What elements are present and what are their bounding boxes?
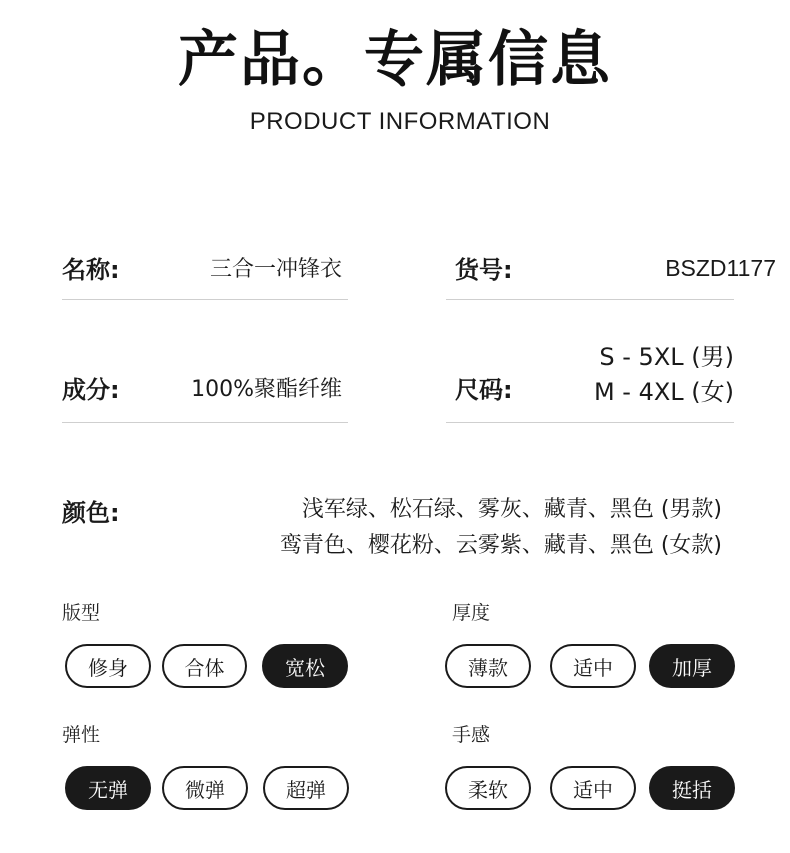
item-no-value: BSZD1177 xyxy=(665,255,776,281)
elasticity-option-slight: 微弹 xyxy=(162,766,248,810)
divider xyxy=(62,422,348,423)
fit-label: 版型 xyxy=(62,602,101,624)
thickness-label: 厚度 xyxy=(452,602,491,624)
item-no-label: 货号: xyxy=(455,256,513,284)
divider xyxy=(62,299,348,300)
feel-option-soft: 柔软 xyxy=(445,766,531,810)
name-label: 名称: xyxy=(62,256,120,284)
fit-option-slim: 修身 xyxy=(65,644,151,688)
color-label: 颜色: xyxy=(62,499,120,527)
elasticity-label: 弹性 xyxy=(62,724,101,746)
elasticity-option-none-selected: 无弹 xyxy=(65,766,151,810)
color-value-men: 浅军绿、松石绿、雾灰、藏青、黑色 (男款) xyxy=(301,497,722,522)
feel-label: 手感 xyxy=(452,724,491,746)
composition-value: 100%聚酯纤维 xyxy=(191,377,342,402)
size-value-men: S - 5XL (男) xyxy=(599,343,734,371)
composition-label: 成分: xyxy=(62,376,120,404)
feel-option-crisp-selected: 挺括 xyxy=(649,766,735,810)
size-value-women: M - 4XL (女) xyxy=(593,378,734,406)
feel-option-medium: 适中 xyxy=(550,766,636,810)
name-value: 三合一冲锋衣 xyxy=(209,257,342,282)
thickness-option-thick-selected: 加厚 xyxy=(649,644,735,688)
page-subtitle: PRODUCT INFORMATION xyxy=(249,108,551,135)
color-value-women: 鸾青色、樱花粉、云雾紫、藏青、黑色 (女款) xyxy=(279,533,722,558)
elasticity-option-super: 超弹 xyxy=(263,766,349,810)
size-label: 尺码: xyxy=(455,376,513,404)
fit-option-loose-selected: 宽松 xyxy=(262,644,348,688)
page-title: 产品。专属信息 xyxy=(178,25,612,95)
divider xyxy=(446,422,734,423)
thickness-option-medium: 适中 xyxy=(550,644,636,688)
divider xyxy=(446,299,734,300)
fit-option-regular: 合体 xyxy=(162,644,247,688)
thickness-option-thin: 薄款 xyxy=(445,644,531,688)
